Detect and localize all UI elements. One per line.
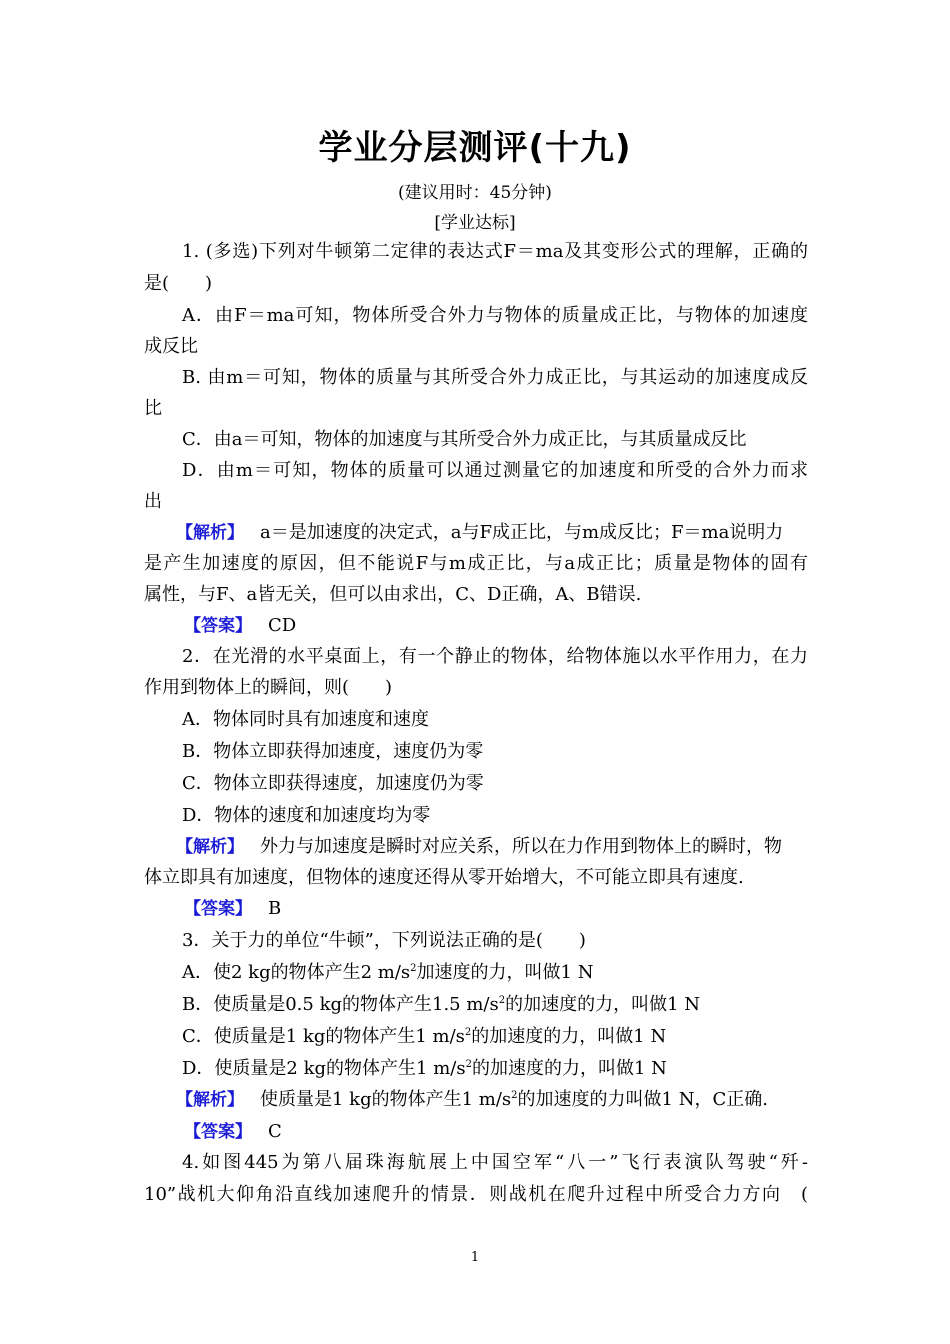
- q1-answer-value: CD: [268, 615, 297, 636]
- q1-option-d-line1: D．由m＝可知，物体的质量可以通过测量它的加速度和所受的合外力而求: [182, 460, 808, 481]
- q2-analysis-line2: 体立即具有加速度，但物体的速度还得从零开始增大，不可能立即具有速度.: [144, 867, 744, 888]
- q2-option-a: A．物体同时具有加速度和速度: [182, 709, 429, 730]
- page-title: 学业分层测评(十九): [318, 128, 632, 168]
- q2-option-d: D．物体的速度和加速度均为零: [182, 805, 431, 826]
- q3-answer: [184, 1120, 810, 1144]
- analysis-tag: 【解析】: [176, 837, 244, 857]
- q3-option-d-tail: 的加速度的力，叫做1 N: [471, 1058, 667, 1079]
- time-note: (建议用时：45分钟): [398, 183, 552, 203]
- q3-option-d-text: D．使质量是2 kg的物体产生1 m/s: [182, 1058, 466, 1079]
- superscript: 2: [464, 1027, 472, 1038]
- q2-stem-line2: 作用到物体上的瞬间，则( ): [144, 677, 393, 698]
- q3-analysis-text: 使质量是1 kg的物体产生1 m/s: [260, 1089, 512, 1110]
- q1-answer: [184, 614, 810, 638]
- answer-tag: 【答案】: [184, 616, 252, 636]
- superscript: 2: [498, 995, 506, 1006]
- q1-analysis-line1: [176, 521, 802, 545]
- q3-analysis: [176, 1088, 802, 1112]
- section-heading: [学业达标]: [434, 213, 516, 233]
- q3-option-a-text: A．使2 kg的物体产生2 m/s: [182, 962, 411, 983]
- answer-tag: 【答案】: [184, 899, 252, 919]
- q3-stem: 3．关于力的单位“牛顿”，下列说法正确的是( ): [182, 930, 586, 951]
- q1-analysis-line2: 是产生加速度的原因，但不能说F与m成正比，与a成正比；质量是物体的固有: [144, 553, 808, 574]
- answer-tag: 【答案】: [184, 1122, 252, 1142]
- q1-option-b-line2: 比: [144, 398, 162, 419]
- superscript: 2: [410, 963, 417, 974]
- q3-option-d: [182, 1057, 808, 1081]
- q2-answer: [184, 897, 810, 921]
- q1-option-d-line2: 出: [144, 491, 162, 512]
- q1-stem-line2: 是( ): [144, 273, 213, 294]
- q1-analysis-line3: 属性，与F、a皆无关，但可以由求出，C、D正确，A、B错误.: [144, 584, 642, 605]
- q3-analysis-tail: 的加速度的力叫做1 N，C正确.: [517, 1089, 768, 1110]
- q1-option-a-line2: 成反比: [144, 336, 198, 357]
- q3-option-c-text: C．使质量是1 kg的物体产生1 m/s: [182, 1026, 465, 1047]
- q3-option-c-tail: 的加速度的力，叫做1 N: [471, 1026, 667, 1047]
- q1-option-a-line1: A．由F＝ma可知，物体所受合外力与物体的质量成正比，与物体的加速度: [182, 305, 808, 326]
- q3-answer-value: C: [268, 1121, 282, 1142]
- superscript: 2: [465, 1059, 472, 1070]
- q3-option-b: [182, 993, 808, 1017]
- q2-answer-value: B: [268, 898, 282, 919]
- q1-stem-line1: 1. (多选)下列对牛顿第二定律的表达式F＝ma及其变形公式的理解，正确的: [182, 241, 808, 262]
- q3-option-a: [182, 961, 808, 985]
- q2-analysis-line1: [176, 835, 802, 859]
- q4-stem-line2: 10”战机大仰角沿直线加速爬升的情景．则战机在爬升过程中所受合力方向 (: [144, 1184, 808, 1205]
- q1-option-c: C．由a＝可知，物体的加速度与其所受合外力成正比，与其质量成反比: [182, 429, 747, 450]
- analysis-tag: 【解析】: [176, 1090, 244, 1110]
- q2-analysis-text: 外力与加速度是瞬时对应关系，所以在力作用到物体上的瞬时，物: [260, 836, 782, 857]
- analysis-tag: 【解析】: [176, 523, 244, 543]
- q1-option-b-line1: B. 由m＝可知，物体的质量与其所受合外力成正比，与其运动的加速度成反: [182, 367, 808, 388]
- superscript: 2: [511, 1090, 518, 1101]
- q3-option-a-tail: 加速度的力，叫做1 N: [416, 962, 594, 983]
- q1-analysis-text: a＝是加速度的决定式，a与F成正比，与m成反比；F＝ma说明力: [260, 522, 784, 543]
- q2-stem-line1: 2．在光滑的水平桌面上，有一个静止的物体，给物体施以水平作用力，在力: [182, 646, 808, 667]
- page-number: 1: [470, 1250, 480, 1265]
- q3-option-c: [182, 1025, 808, 1049]
- q3-option-b-text: B．使质量是0.5 kg的物体产生1.5 m/s: [182, 994, 499, 1015]
- q4-stem-line1: 4.如图445为第八届珠海航展上中国空军“八一”飞行表演队驾驶“歼-: [182, 1152, 808, 1173]
- q2-option-b: B．物体立即获得加速度，速度仍为零: [182, 741, 484, 762]
- q2-option-c: C．物体立即获得速度，加速度仍为零: [182, 773, 484, 794]
- q3-option-b-tail: 的加速度的力，叫做1 N: [505, 994, 701, 1015]
